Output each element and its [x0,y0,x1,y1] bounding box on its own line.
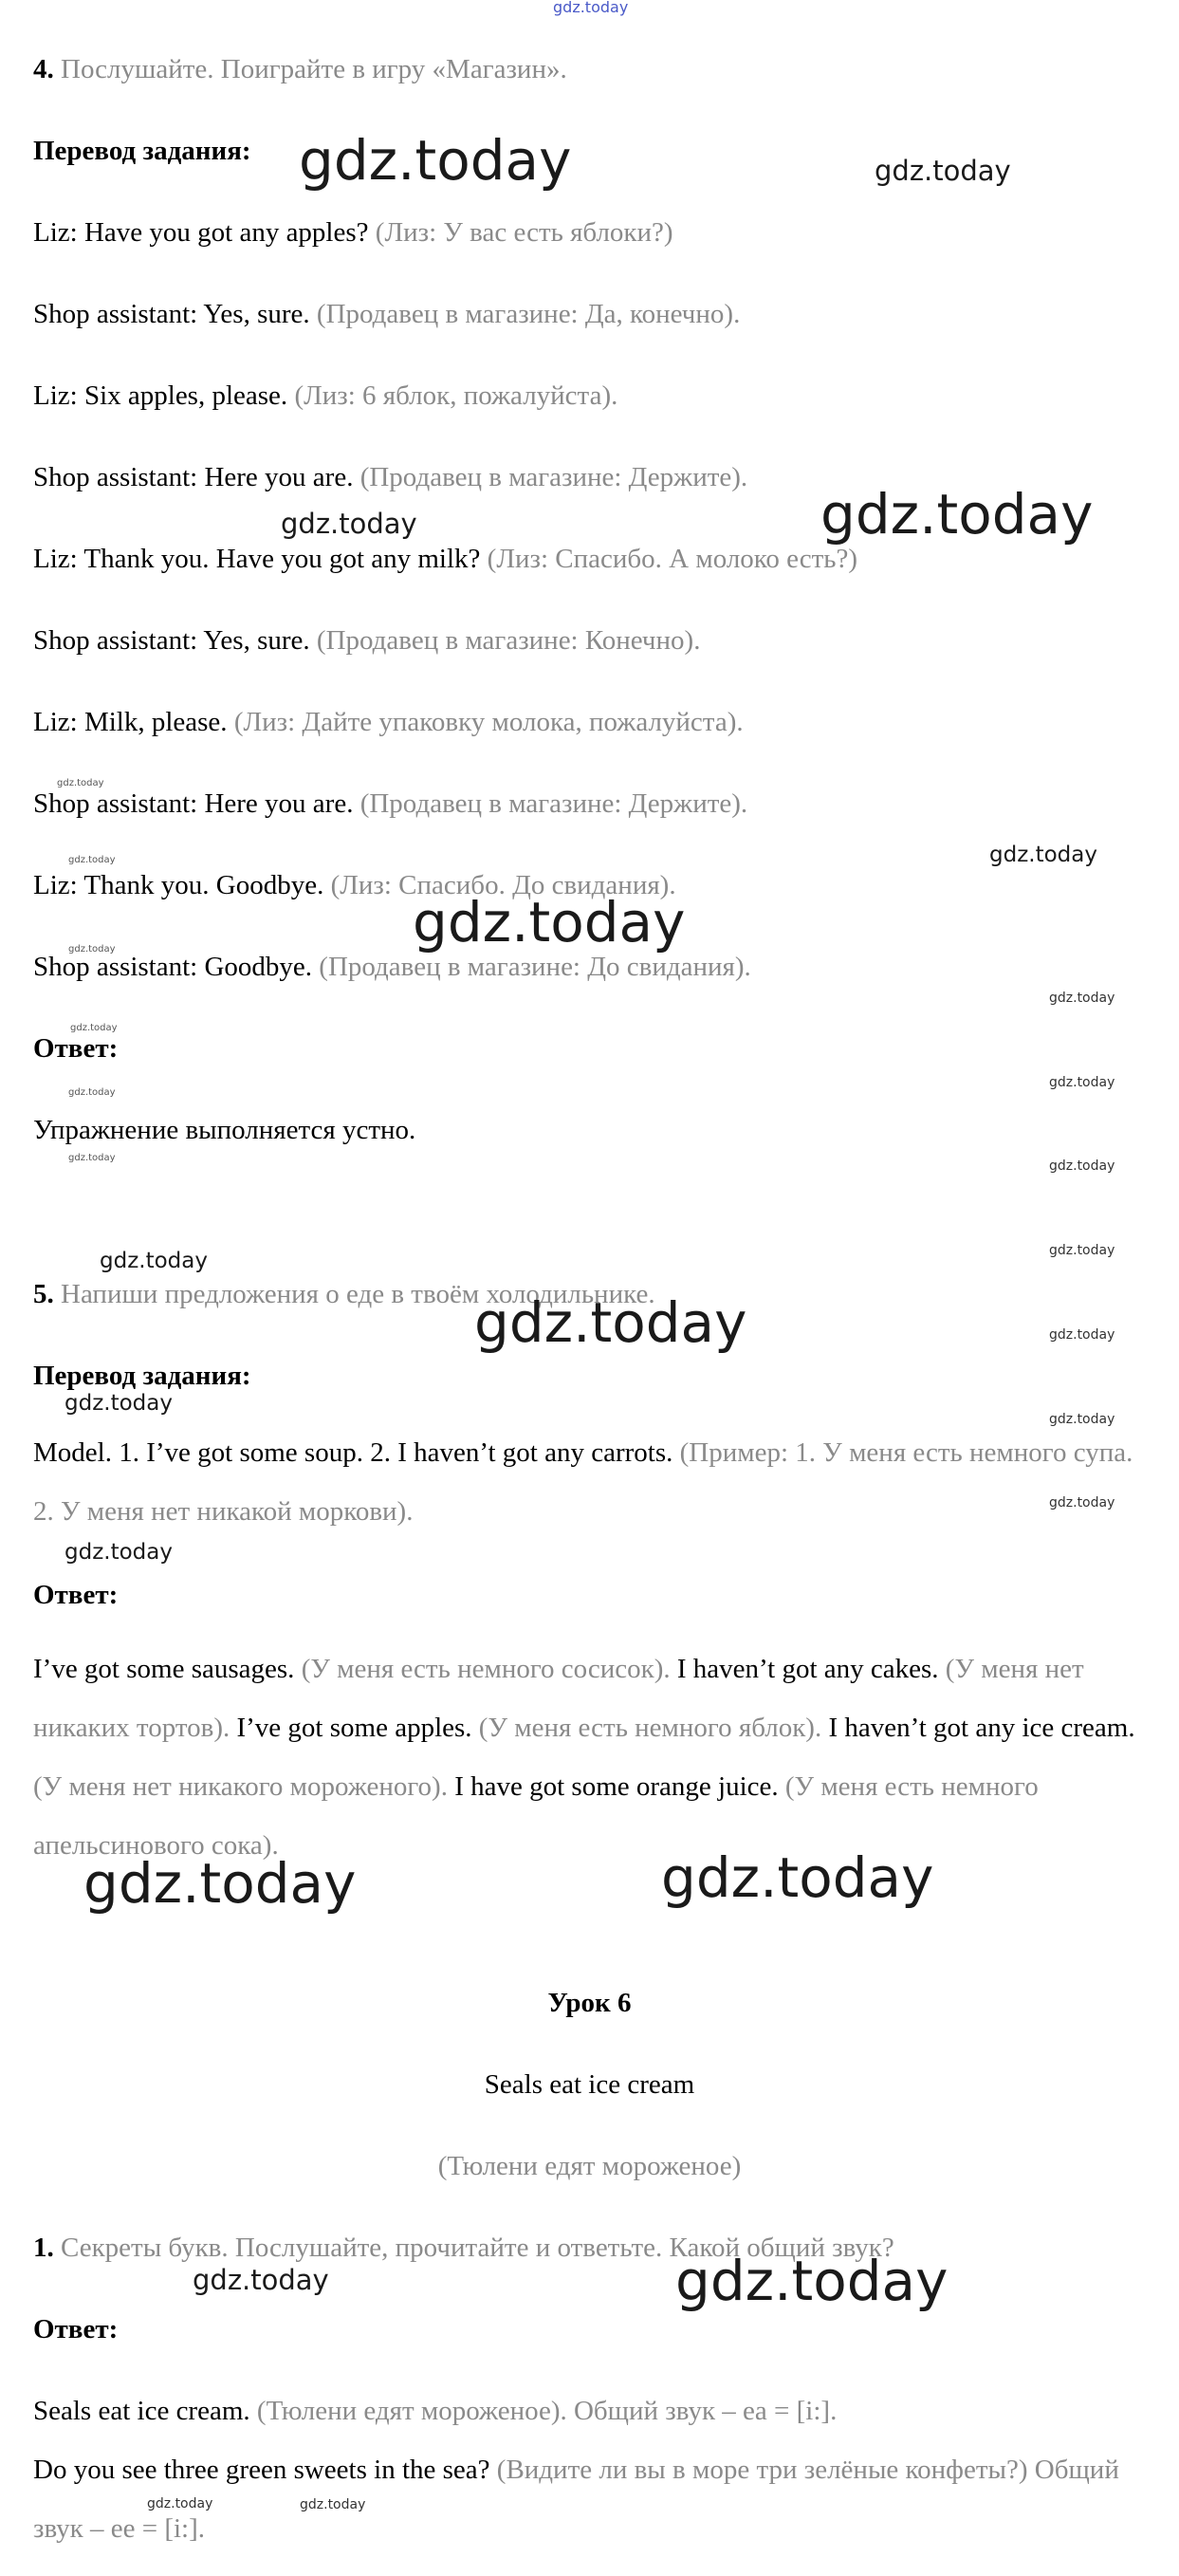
ex4-number: 4. [33,54,54,84]
watermark: gdz.today [1049,1495,1115,1510]
watermark: gdz.today [64,1391,173,1416]
dialogue-en: Shop assistant: Yes, sure. [33,625,310,656]
dialogue-ru: (Лиз: 6 яблок, пожалуйста). [294,380,618,411]
watermark: gdz.today [1049,1412,1115,1427]
answer-ru: (У меня есть немного апельсинового сока). [33,1771,1039,1861]
watermark: gdz.today [68,1087,116,1098]
dialogue-line [33,297,1146,331]
ex5-number: 5. [33,1279,54,1309]
ex5-answer [33,1640,1151,1875]
dialogue-line [33,215,1146,250]
ex4-answer-heading: Ответ: [33,1033,119,1064]
answer-en: I have got some orange juice. [454,1771,779,1802]
answer-ru: (У меня нет никакого мороженого). [33,1771,448,1802]
dialogue-line [33,379,1146,413]
ex1-task-line [33,2231,1146,2265]
ex5-model-en: Model. 1. I’ve got some soup. 2. I haven’t got any carrots. [33,1437,673,1468]
dialogue-line [33,623,1146,658]
watermark: gdz.today [1049,991,1115,1006]
dialogue-en: Shop assistant: Goodbye. [33,952,313,982]
ex5-model [33,1423,1146,1541]
ex4-answer: Упражнение выполняется устно. [33,1115,416,1145]
ex1-task: Секреты букв. Послушайте, прочитайте и ответьте. Какой общий звук? [61,2233,894,2263]
answer-en: I’ve got some sausages. [33,1654,295,1684]
watermark: gdz.today [553,0,629,16]
ex4-task: Послушайте. Поиграйте в игру «Магазин». [61,54,567,84]
dialogue-en: Liz: Have you got any apples? [33,217,369,248]
watermark: gdz.today [1049,1158,1115,1174]
watermark: gdz.today [300,2497,366,2512]
watermark: gdz.today [193,2264,329,2296]
answer-en: I haven’t got any ice cream. [828,1713,1135,1743]
watermark: gdz.today [68,944,116,954]
lesson-subtitle: Seals eat ice cream [484,2069,695,2100]
ex1-line2-en: Do you see three green sweets in the sea? [33,2455,490,2485]
watermark: gdz.today [147,2496,213,2511]
lesson-title: Урок 6 [547,1988,632,2018]
dialogue-ru: (Лиз: У вас есть яблоки?) [375,217,673,248]
dialogue-ru: (Лиз: Дайте упаковку молока, пожалуйста). [233,707,744,737]
dialogue-en: Liz: Milk, please. [33,707,228,737]
watermark: gdz.today [1049,1327,1115,1343]
dialogue-en: Liz: Six apples, please. [33,380,288,411]
answer-ru: (У меня есть немного сосисок). [301,1654,671,1684]
ex1-line1-ru: (Тюлени едят мороженое). Общий звук – ea = [i:]. [256,2396,838,2426]
watermark: gdz.today [989,843,1097,867]
ex5-translation-heading: Перевод задания: [33,1361,251,1391]
answer-en: I’ve got some apples. [236,1713,472,1743]
watermark: gdz.today [675,2249,949,2313]
answer-ru: (У меня нет никаких тортов). [33,1654,1084,1743]
ex1-answer-heading: Ответ: [33,2314,119,2344]
dialogue-line [33,950,1146,984]
watermark: gdz.today [413,890,686,954]
dialogue-ru: (Продавец в магазине: Держите). [359,462,748,492]
watermark: gdz.today [875,155,1011,187]
watermark: gdz.today [820,482,1094,547]
ex4-translation-heading: Перевод задания: [33,136,251,166]
ex1-line1-en: Seals eat ice cream. [33,2396,250,2426]
watermark: gdz.today [100,1249,208,1273]
watermark: gdz.today [68,1153,116,1163]
watermark: gdz.today [474,1290,747,1355]
watermark: gdz.today [70,1023,118,1033]
ex5-task: Напиши предложения о еде в твоём холодильнике. [61,1279,655,1309]
dialogue-en: Shop assistant: Here you are. [33,788,354,819]
ex5-answer-heading: Ответ: [33,1580,119,1610]
dialogue-en: Liz: Thank you. Goodbye. [33,870,324,900]
ex1-answer-line-1 [33,2394,1146,2428]
dialogue-ru: (Лиз: Спасибо. А молоко есть?) [487,544,858,574]
dialogue-line [33,542,1146,576]
watermark: gdz.today [1049,1243,1115,1258]
watermark: gdz.today [1049,1075,1115,1090]
answer-ru: (У меня есть немного яблок). [478,1713,822,1743]
dialogue-line [33,787,1146,821]
watermark: gdz.today [68,855,116,865]
dialogue-ru: (Продавец в магазине: Да, конечно). [316,299,741,329]
watermark: gdz.today [64,1540,173,1565]
dialogue-ru: (Продавец в магазине: До свидания). [319,952,751,982]
dialogue-ru: (Продавец в магазине: Конечно). [316,625,701,656]
watermark: gdz.today [299,128,572,193]
ex1-number: 1. [33,2233,54,2263]
dialogue-ru: (Продавец в магазине: Держите). [359,788,748,819]
ex5-model-ru: (Пример: 1. У меня есть немного супа. 2. У меня нет никакой моркови). [33,1437,1133,1527]
dialogue-en: Shop assistant: Here you are. [33,462,354,492]
ex1-line2-ru: (Видите ли вы в море три зелёные конфеты?) Общий звук – ee = [i:]. [33,2455,1119,2544]
dialogue-line [33,705,1146,739]
dialogue-en: Shop assistant: Yes, sure. [33,299,310,329]
watermark: gdz.today [57,778,104,788]
watermark: gdz.today [281,508,417,540]
lesson-subtitle-translation: (Тюлени едят мороженое) [437,2151,742,2181]
dialogue-ru: (Лиз: Спасибо. До свидания). [330,870,676,900]
ex4-task-line [33,52,1146,86]
watermark: gdz.today [661,1845,934,1910]
answer-en: I haven’t got any cakes. [676,1654,939,1684]
watermark: gdz.today [83,1851,357,1916]
dialogue-en: Liz: Thank you. Have you got any milk? [33,544,481,574]
